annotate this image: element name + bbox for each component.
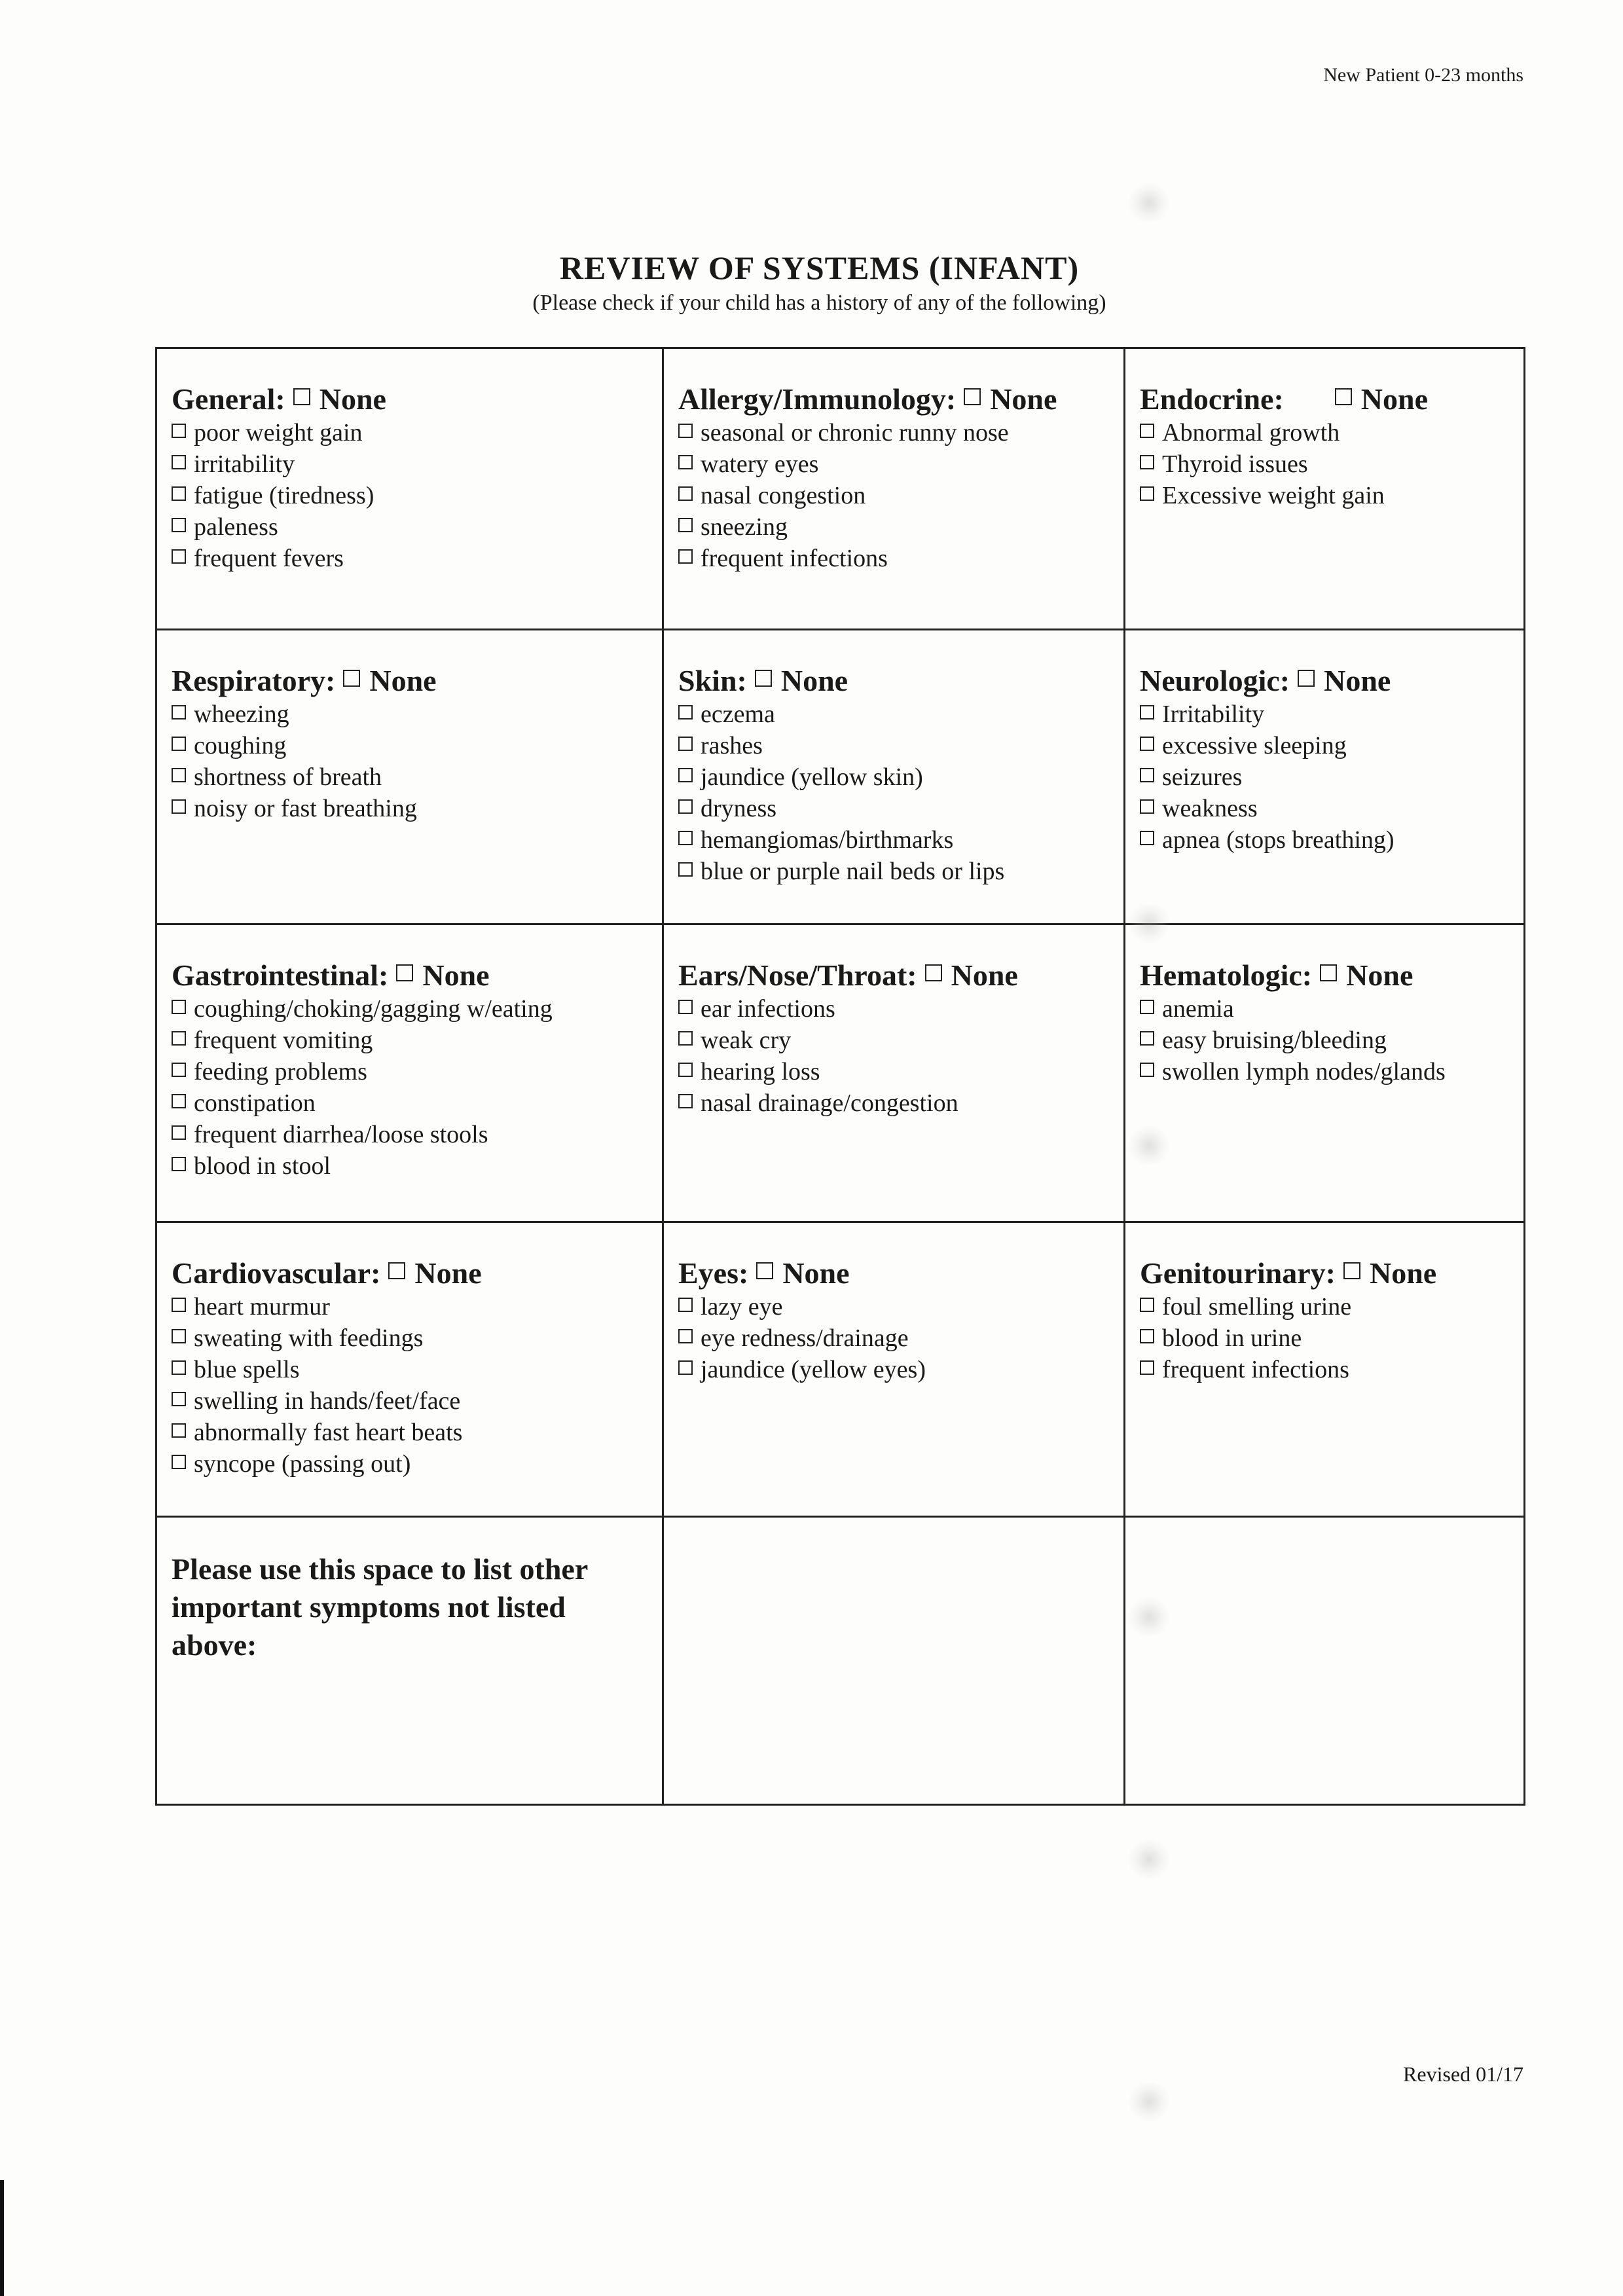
symptom-label: hearing loss (701, 1058, 820, 1085)
symptom-checkbox[interactable] (1140, 486, 1154, 501)
symptom-label: blood in stool (194, 1152, 331, 1180)
none-checkbox[interactable] (925, 964, 942, 981)
symptom-label: coughing/choking/gagging w/eating (194, 995, 553, 1023)
symptom-item (678, 1322, 1110, 1354)
symptom-label: anemia (1162, 995, 1234, 1023)
title-block (0, 249, 1623, 316)
other-symptoms-note: Please use this space to list other important symptoms not listed above: (172, 1552, 588, 1662)
section-title: General: (172, 382, 285, 416)
symptom-label: eye redness/drainage (701, 1324, 909, 1352)
symptom-checkbox[interactable] (1140, 1063, 1154, 1077)
symptom-item (172, 480, 649, 511)
symptom-checkbox[interactable] (172, 1360, 186, 1375)
section-title: Hematologic: (1140, 958, 1313, 992)
section-gastrointestinal (156, 924, 663, 1222)
scan-speck (1126, 903, 1172, 943)
other-symptoms-blank-2[interactable] (1125, 1517, 1525, 1805)
section-heading (678, 382, 1110, 417)
symptom-checkbox[interactable] (678, 862, 693, 877)
symptom-label: abnormally fast heart beats (194, 1419, 463, 1446)
symptom-label: easy bruising/bleeding (1162, 1027, 1387, 1054)
none-checkbox[interactable] (1298, 670, 1315, 687)
symptom-label: jaundice (yellow skin) (701, 763, 923, 791)
symptom-item (678, 448, 1110, 480)
symptom-label: frequent vomiting (194, 1027, 373, 1054)
section-endocrine (1125, 348, 1525, 630)
section-skin (663, 630, 1125, 924)
symptom-label: hemangiomas/birthmarks (701, 826, 954, 854)
symptom-item (1140, 793, 1510, 824)
symptom-label: eczema (701, 701, 775, 728)
scan-speck (1126, 1126, 1172, 1165)
symptom-item (1140, 1056, 1510, 1087)
symptom-item (678, 730, 1110, 761)
symptom-checkbox[interactable] (1140, 1000, 1154, 1014)
symptom-item (172, 1448, 649, 1480)
symptom-checkbox[interactable] (172, 1455, 186, 1469)
symptom-checkbox[interactable] (678, 1031, 693, 1046)
symptom-item (172, 1417, 649, 1448)
page-subtitle: (Please check if your child has a history of any of the following) (532, 291, 1106, 315)
symptom-label: frequent infections (701, 545, 888, 572)
symptom-item (172, 543, 649, 574)
section-heading (678, 1256, 1110, 1291)
symptom-label: foul smelling urine (1162, 1293, 1352, 1321)
symptom-item (678, 1056, 1110, 1087)
section-title: Skin: (678, 664, 747, 697)
none-checkbox[interactable] (964, 388, 981, 405)
symptom-list (678, 699, 1110, 887)
none-label: None (951, 958, 1018, 992)
symptom-label: dryness (701, 795, 777, 822)
symptom-label: feeding problems (194, 1058, 367, 1085)
symptom-label: constipation (194, 1089, 316, 1117)
symptom-checkbox[interactable] (1140, 737, 1154, 751)
none-checkbox[interactable] (388, 1262, 405, 1279)
symptom-item (172, 1087, 649, 1119)
symptom-checkbox[interactable] (172, 1000, 186, 1014)
symptom-item (1140, 480, 1510, 511)
symptom-list (678, 993, 1110, 1119)
symptom-label: swelling in hands/feet/face (194, 1387, 461, 1415)
section-heading (678, 663, 1110, 699)
symptom-checkbox[interactable] (1140, 831, 1154, 845)
section-heading (172, 958, 649, 993)
symptom-list (1140, 699, 1510, 856)
symptom-item (172, 448, 649, 480)
scan-speck (1126, 1597, 1172, 1637)
none-label: None (1324, 664, 1391, 697)
symptom-item (172, 1291, 649, 1322)
symptom-checkbox[interactable] (678, 424, 693, 438)
symptom-label: weak cry (701, 1027, 792, 1054)
section-ears-nose-throat (663, 924, 1125, 1222)
symptom-item (172, 730, 649, 761)
symptom-label: excessive sleeping (1162, 732, 1347, 759)
section-title: Neurologic: (1140, 664, 1290, 697)
symptom-label: wheezing (194, 701, 289, 728)
symptom-label: Thyroid issues (1162, 450, 1308, 478)
section-title: Endocrine: (1140, 382, 1284, 416)
symptom-item (678, 856, 1110, 887)
symptom-item (172, 511, 649, 543)
symptom-checkbox[interactable] (678, 705, 693, 720)
symptom-label: coughing (194, 732, 287, 759)
symptom-item (678, 480, 1110, 511)
symptom-item (1140, 993, 1510, 1025)
symptom-item (172, 1119, 649, 1150)
symptom-item (172, 1322, 649, 1354)
symptom-item (678, 993, 1110, 1025)
symptom-list (1140, 417, 1510, 511)
symptom-label: nasal congestion (701, 482, 866, 509)
scan-speck (1126, 183, 1172, 223)
symptom-checkbox[interactable] (172, 799, 186, 814)
symptom-checkbox[interactable] (678, 1094, 693, 1108)
symptom-checkbox[interactable] (172, 705, 186, 720)
none-checkbox[interactable] (755, 670, 772, 687)
symptom-checkbox[interactable] (1140, 768, 1154, 782)
symptom-label: frequent fevers (194, 545, 344, 572)
symptom-checkbox[interactable] (1140, 424, 1154, 438)
section-title: Genitourinary: (1140, 1256, 1336, 1290)
symptom-list (678, 1291, 1110, 1385)
symptom-checkbox[interactable] (172, 737, 186, 751)
symptom-label: syncope (passing out) (194, 1450, 411, 1478)
symptom-label: rashes (701, 732, 763, 759)
section-title: Respiratory: (172, 664, 336, 697)
none-checkbox[interactable] (756, 1262, 773, 1279)
symptom-checkbox[interactable] (1140, 1031, 1154, 1046)
symptom-checkbox[interactable] (678, 549, 693, 564)
section-heading (172, 1256, 649, 1291)
symptom-checkbox[interactable] (678, 1063, 693, 1077)
symptom-item (1140, 1354, 1510, 1385)
section-respiratory (156, 630, 663, 924)
scan-edge-mark (0, 2180, 4, 2296)
none-label: None (1346, 958, 1413, 992)
symptom-item (1140, 448, 1510, 480)
symptom-label: irritability (194, 450, 295, 478)
symptom-list (172, 699, 649, 824)
symptom-checkbox[interactable] (678, 1360, 693, 1375)
symptom-label: jaundice (yellow eyes) (701, 1356, 926, 1383)
symptom-label: paleness (194, 513, 278, 541)
symptom-item (1140, 1291, 1510, 1322)
symptom-item (678, 1087, 1110, 1119)
symptom-item (678, 511, 1110, 543)
none-label: None (782, 1256, 850, 1290)
symptom-label: noisy or fast breathing (194, 795, 417, 822)
symptom-checkbox[interactable] (678, 1329, 693, 1343)
scan-speck (1126, 1840, 1172, 1879)
symptom-checkbox[interactable] (172, 1423, 186, 1438)
symptom-item (172, 761, 649, 793)
none-checkbox[interactable] (293, 388, 310, 405)
none-label: None (414, 1256, 482, 1290)
symptom-checkbox[interactable] (678, 768, 693, 782)
none-checkbox[interactable] (1343, 1262, 1360, 1279)
none-label: None (319, 382, 386, 416)
symptom-label: seasonal or chronic runny nose (701, 419, 1009, 446)
section-heading (678, 958, 1110, 993)
symptom-checkbox[interactable] (1140, 799, 1154, 814)
scan-speck (1126, 2082, 1172, 2121)
symptom-label: shortness of breath (194, 763, 382, 791)
symptom-checkbox[interactable] (172, 1298, 186, 1312)
none-checkbox[interactable] (1320, 964, 1337, 981)
symptom-list (172, 417, 649, 574)
symptom-checkbox[interactable] (678, 1298, 693, 1312)
other-symptoms-cell (156, 1517, 663, 1805)
symptom-checkbox[interactable] (1140, 705, 1154, 720)
section-heading (172, 663, 649, 699)
symptom-list (678, 417, 1110, 574)
symptom-checkbox[interactable] (172, 518, 186, 532)
symptom-checkbox[interactable] (172, 1094, 186, 1108)
page-title: REVIEW OF SYSTEMS (INFANT) (559, 249, 1080, 286)
symptom-item (172, 993, 649, 1025)
symptom-checkbox[interactable] (678, 737, 693, 751)
symptom-item (678, 761, 1110, 793)
none-checkbox[interactable] (343, 670, 360, 687)
symptom-label: lazy eye (701, 1293, 783, 1321)
symptom-label: frequent diarrhea/loose stools (194, 1121, 488, 1148)
symptom-label: apnea (stops breathing) (1162, 826, 1395, 854)
none-checkbox[interactable] (396, 964, 413, 981)
symptom-checkbox[interactable] (1140, 1360, 1154, 1375)
symptom-label: swollen lymph nodes/glands (1162, 1058, 1446, 1085)
symptom-list (1140, 993, 1510, 1087)
section-general (156, 348, 663, 630)
none-label: None (422, 958, 490, 992)
symptom-item (678, 543, 1110, 574)
symptom-checkbox[interactable] (678, 486, 693, 501)
symptom-label: ear infections (701, 995, 835, 1023)
symptom-checkbox[interactable] (172, 486, 186, 501)
symptom-checkbox[interactable] (172, 424, 186, 438)
symptom-item (172, 793, 649, 824)
symptom-list (172, 1291, 649, 1480)
symptom-item (172, 699, 649, 730)
symptom-label: Excessive weight gain (1162, 482, 1385, 509)
symptom-label: nasal drainage/congestion (701, 1089, 958, 1117)
none-checkbox[interactable] (1335, 388, 1352, 405)
none-label: None (1369, 1256, 1437, 1290)
none-label: None (990, 382, 1057, 416)
symptom-label: blue spells (194, 1356, 300, 1383)
other-symptoms-blank-1[interactable] (663, 1517, 1125, 1805)
symptom-label: sneezing (701, 513, 788, 541)
symptom-item (1140, 1322, 1510, 1354)
symptom-checkbox[interactable] (1140, 1298, 1154, 1312)
symptom-checkbox[interactable] (172, 549, 186, 564)
section-title: Ears/Nose/Throat: (678, 958, 917, 992)
symptom-label: blood in urine (1162, 1324, 1302, 1352)
symptom-checkbox[interactable] (678, 1000, 693, 1014)
symptom-checkbox[interactable] (172, 1329, 186, 1343)
symptom-label: watery eyes (701, 450, 819, 478)
symptom-label: heart murmur (194, 1293, 330, 1321)
symptom-item (1140, 824, 1510, 856)
symptom-checkbox[interactable] (678, 518, 693, 532)
symptom-label: blue or purple nail beds or lips (701, 858, 1005, 885)
revision-date: Revised 01/17 (1403, 2062, 1523, 2086)
symptom-item (172, 1150, 649, 1182)
section-heading (1140, 382, 1510, 417)
symptom-item (172, 1354, 649, 1385)
symptom-label: seizures (1162, 763, 1243, 791)
symptom-checkbox[interactable] (172, 1031, 186, 1046)
symptom-checkbox[interactable] (678, 831, 693, 845)
section-title: Allergy/Immunology: (678, 382, 957, 416)
symptom-item (678, 417, 1110, 448)
symptom-item (678, 793, 1110, 824)
symptom-item (172, 1056, 649, 1087)
symptom-checkbox[interactable] (172, 1392, 186, 1406)
none-label: None (369, 664, 437, 697)
symptom-label: sweating with feedings (194, 1324, 424, 1352)
symptom-item (172, 1385, 649, 1417)
symptom-checkbox[interactable] (1140, 455, 1154, 469)
symptom-list (1140, 1291, 1510, 1385)
symptom-checkbox[interactable] (678, 455, 693, 469)
symptom-checkbox[interactable] (1140, 1329, 1154, 1343)
symptom-item (678, 1291, 1110, 1322)
review-of-systems-table (155, 347, 1525, 1806)
symptom-item (1140, 730, 1510, 761)
symptom-checkbox[interactable] (172, 1157, 186, 1171)
section-heading (1140, 1256, 1510, 1291)
section-hematologic (1125, 924, 1525, 1222)
symptom-item (678, 824, 1110, 856)
symptom-item (1140, 1025, 1510, 1056)
none-label: None (1360, 382, 1429, 416)
section-heading (172, 382, 649, 417)
section-eyes (663, 1222, 1125, 1517)
symptom-checkbox[interactable] (172, 768, 186, 782)
symptom-label: poor weight gain (194, 419, 363, 446)
section-title: Eyes: (678, 1256, 749, 1290)
symptom-item (1140, 417, 1510, 448)
symptom-item (1140, 761, 1510, 793)
symptom-item (1140, 699, 1510, 730)
symptom-checkbox[interactable] (172, 1125, 186, 1140)
section-neurologic (1125, 630, 1525, 924)
symptom-label: Abnormal growth (1162, 419, 1340, 446)
symptom-checkbox[interactable] (172, 455, 186, 469)
symptom-item (678, 1025, 1110, 1056)
symptom-checkbox[interactable] (678, 799, 693, 814)
section-heading (1140, 663, 1510, 699)
section-cardiovascular (156, 1222, 663, 1517)
symptom-label: frequent infections (1162, 1356, 1349, 1383)
symptom-list (172, 993, 649, 1182)
symptom-item (678, 1354, 1110, 1385)
symptom-label: fatigue (tiredness) (194, 482, 374, 509)
form-id: New Patient 0-23 months (1323, 64, 1523, 86)
symptom-label: Irritability (1162, 701, 1265, 728)
section-title: Cardiovascular: (172, 1256, 381, 1290)
symptom-item (172, 417, 649, 448)
symptom-label: weakness (1162, 795, 1258, 822)
section-heading (1140, 958, 1510, 993)
symptom-checkbox[interactable] (172, 1063, 186, 1077)
section-title: Gastrointestinal: (172, 958, 389, 992)
section-allergy-immunology (663, 348, 1125, 630)
section-genitourinary (1125, 1222, 1525, 1517)
none-label: None (780, 664, 848, 697)
symptom-item (172, 1025, 649, 1056)
symptom-item (678, 699, 1110, 730)
